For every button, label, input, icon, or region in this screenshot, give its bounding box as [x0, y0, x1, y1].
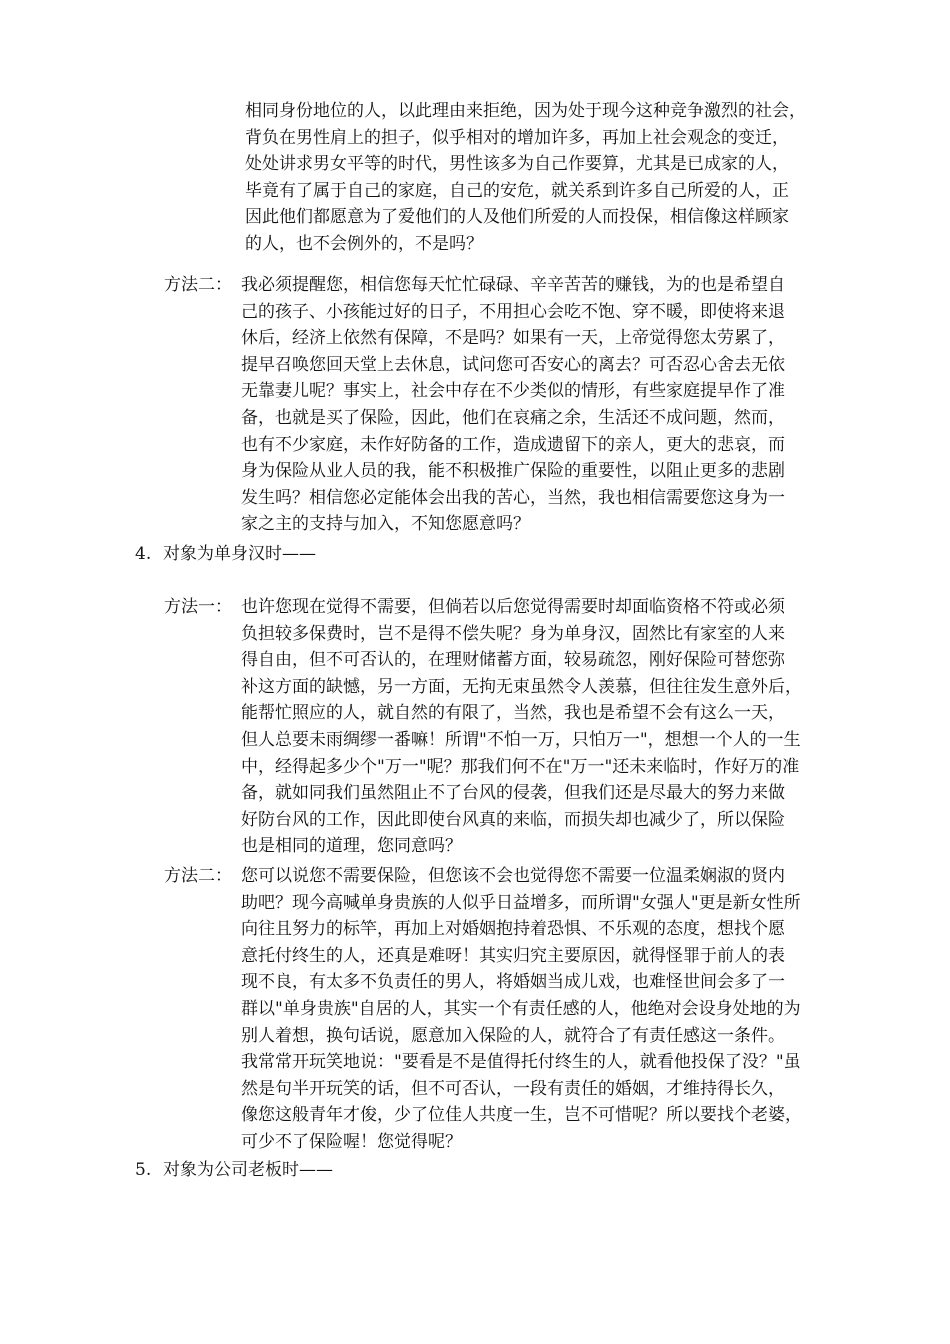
method-paragraph [241, 863, 802, 1156]
text-line: 得自由，但不可否认的，在理财储蓄方面，较易疏忽，刚好保险可替您弥 [241, 650, 785, 671]
text-line: 然是句半开玩笑的话，但不可否认，一段有责任的婚姻，才维持得长久， [241, 1078, 785, 1099]
text-line: 意托付终生的人，还真是难呀！其实归究主要原因，就得怪罪于前人的表 [241, 945, 785, 966]
text-line: 背负在男性肩上的担子，似乎相对的增加许多，再加上社会观念的变迁， [245, 127, 789, 148]
text-line: 向往且努力的标竿，再加上对婚姻抱持着恐惧、不乐观的态度，想找个愿 [241, 919, 785, 940]
text-line: 休后，经济上依然有保障，不是吗？如果有一天，上帝觉得您太劳累了， [241, 328, 785, 349]
text-line: 补这方面的缺憾，另一方面，无拘无束虽然令人羡慕，但往往发生意外后， [241, 676, 802, 697]
text-line: 处处讲求男女平等的时代，男性该多为自己作要算，尤其是已成家的人， [245, 154, 789, 175]
text-line: 也许您现在觉得不需要，但倘若以后您觉得需要时却面临资格不符或必须 [241, 597, 785, 617]
text-line: 己的孩子、小孩能过好的日子，不用担心会吃不饱、穿不暖，即使将来退 [241, 301, 785, 322]
text-line: 像您这般青年才俊，少了位佳人共度一生，岂不可惜呢？所以要找个老婆， [241, 1105, 802, 1126]
text-line: 身为保险从业人员的我，能不积极推广保险的重要性，以阻止更多的悲剧 [241, 461, 785, 482]
text-line: 也是相同的道理，您同意吗？ [241, 836, 462, 857]
text-line: 助吧？现今高喊单身贵族的人似乎日益增多，而所谓"女强人"更是新女性所 [241, 892, 801, 913]
method-paragraph [241, 272, 785, 538]
section-heading [135, 541, 316, 568]
section-heading [135, 1157, 333, 1184]
method-paragraph [241, 594, 802, 860]
text-line: 现不良，有太多不负责任的男人，将婚姻当成儿戏，也难怪世间会多了一 [241, 972, 785, 993]
text-line: 好防台风的工作，因此即使台风真的来临，而损失却也减少了，所以保险 [241, 809, 785, 830]
section-number: 5. [135, 1160, 152, 1180]
text-line: 我必须提醒您，相信您每天忙忙碌碌、辛辛苦苦的赚钱，为的也是希望自 [241, 275, 785, 295]
text-line: 能帮忙照应的人，就自然的有限了，当然，我也是希望不会有这么一天， [241, 703, 785, 724]
text-line: 群以"单身贵族"自居的人，其实一个有责任感的人，他绝对会设身处地的为 [241, 998, 801, 1019]
continuation-paragraph [245, 98, 806, 258]
text-line: 毕竟有了属于自己的家庭，自己的安危，就关系到许多自己所爱的人，正 [245, 180, 789, 201]
text-line: 家之主的支持与加入，不知您愿意吗？ [241, 514, 530, 535]
text-line: 提早召唤您回天堂上去休息，试问您可否安心的离去？可否忍心舍去无依 [241, 354, 785, 375]
section-title: 对象为公司老板时—— [163, 1160, 333, 1180]
text-line: 您可以说您不需要保险，但您该不会也觉得您不需要一位温柔娴淑的贤内 [241, 866, 785, 886]
method-label: 方法二： [164, 275, 232, 295]
text-line: 可少不了保险喔！您觉得呢？ [241, 1131, 462, 1152]
text-line: 备，就如同我们虽然阻止不了台风的侵袭，但我们还是尽最大的努力来做 [241, 783, 785, 804]
text-line: 但人总要未雨绸缪一番嘛！所谓"不怕一万，只怕万一"，想想一个人的一生 [241, 729, 801, 750]
text-line: 别人着想，换句话说，愿意加入保险的人，就符合了有责任感这一条件。 [241, 1025, 785, 1046]
section-title: 对象为单身汉时—— [163, 544, 316, 564]
text-line: 发生吗？相信您必定能体会出我的苦心，当然，我也相信需要您这身为一 [241, 487, 785, 508]
method-label: 方法二： [164, 866, 232, 886]
text-line: 中，经得起多少个"万一"呢？那我们何不在"万一"还未来临时，作好万的准 [241, 756, 800, 777]
text-line: 的人，也不会例外的，不是吗？ [245, 233, 483, 254]
method-label: 方法一： [164, 597, 232, 617]
text-line: 我常常开玩笑地说："要看是不是值得托付终生的人，就看他投保了没？"虽 [241, 1052, 801, 1073]
section-number: 4. [135, 544, 152, 564]
text-line: 相同身份地位的人，以此理由来拒绝，因为处于现今这种竞争激烈的社会， [245, 101, 806, 121]
text-line: 负担较多保费时，岂不是得不偿失呢？身为单身汉，固然比有家室的人来 [241, 623, 785, 644]
text-line: 备，也就是买了保险，因此，他们在哀痛之余，生活还不成问题，然而， [241, 407, 785, 428]
text-line: 无靠妻儿呢？事实上，社会中存在不少类似的情形，有些家庭提早作了准 [241, 381, 785, 402]
text-line: 因此他们都愿意为了爱他们的人及他们所爱的人而投保，相信像这样顾家 [245, 207, 789, 228]
text-line: 也有不少家庭，未作好防备的工作，造成遗留下的亲人，更大的悲哀，而 [241, 434, 785, 455]
